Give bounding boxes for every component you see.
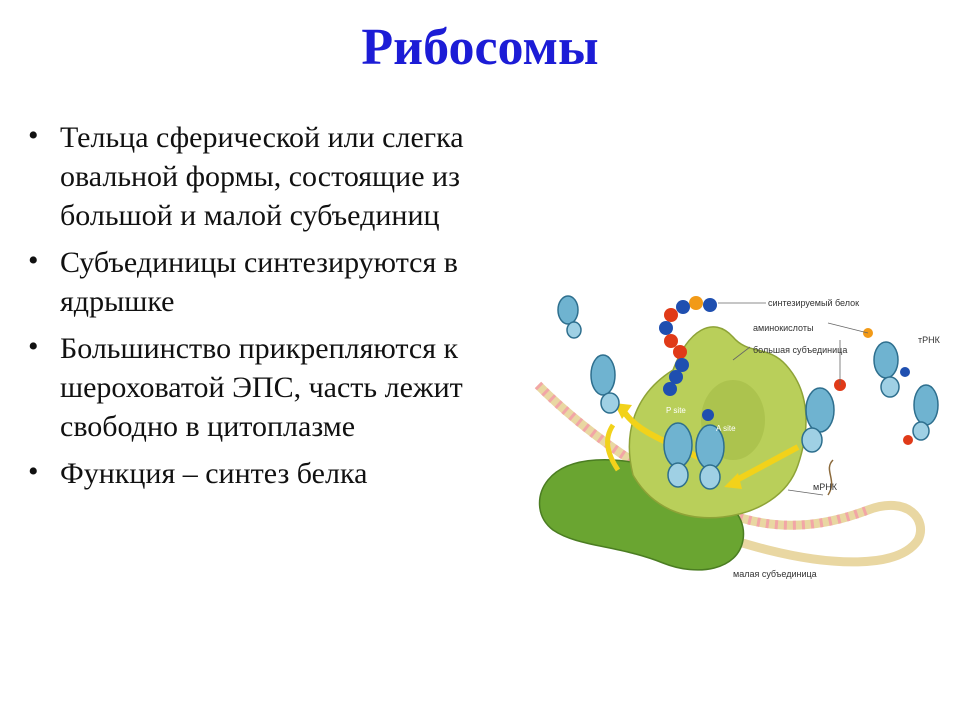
label-p-site: P site: [666, 406, 686, 415]
label-polypeptide: синтезируемый белок: [768, 298, 860, 308]
label-trna: тРНК: [918, 335, 940, 345]
slide-title: Рибосомы: [361, 19, 599, 76]
bullet-text: Субъединицы синтезируются в ядрышке: [60, 246, 458, 318]
bullet-item: [28, 329, 548, 446]
ribosome-diagram: [528, 285, 952, 585]
label-small-subunit: малая субъединица: [733, 569, 817, 579]
bullet-text: Функция – синтез белка: [60, 457, 368, 490]
bullet-marker: •: [28, 119, 39, 152]
bullet-marker: •: [28, 244, 39, 277]
bullet-text: Тельца сферической или слегка овальной формы, состоящие из большой и малой субъединиц: [60, 121, 464, 232]
bullet-marker: •: [28, 330, 39, 363]
trna-molecule: [664, 423, 692, 487]
trna-molecule: [874, 342, 899, 397]
label-mrna: мРНК: [813, 482, 837, 492]
bullet-marker: •: [28, 455, 39, 488]
bullet-list: [28, 118, 548, 501]
bullet-text: Большинство прикрепляются к шероховатой ЭПС, часть лежит свободно в цитоплазме: [60, 332, 463, 443]
label-large-subunit: большая субъединица: [753, 345, 848, 355]
label-amino-acids: аминокислоты: [753, 323, 814, 333]
trna-molecule: [591, 355, 619, 413]
label-a-site: A site: [716, 424, 736, 433]
trna-molecule: [558, 296, 581, 338]
trna-molecule: [802, 388, 834, 452]
bullet-item: [28, 243, 548, 321]
bullet-item: [28, 454, 548, 493]
bullet-item: [28, 118, 548, 235]
trna-molecule: [913, 385, 938, 440]
trna-molecule: [696, 425, 724, 489]
